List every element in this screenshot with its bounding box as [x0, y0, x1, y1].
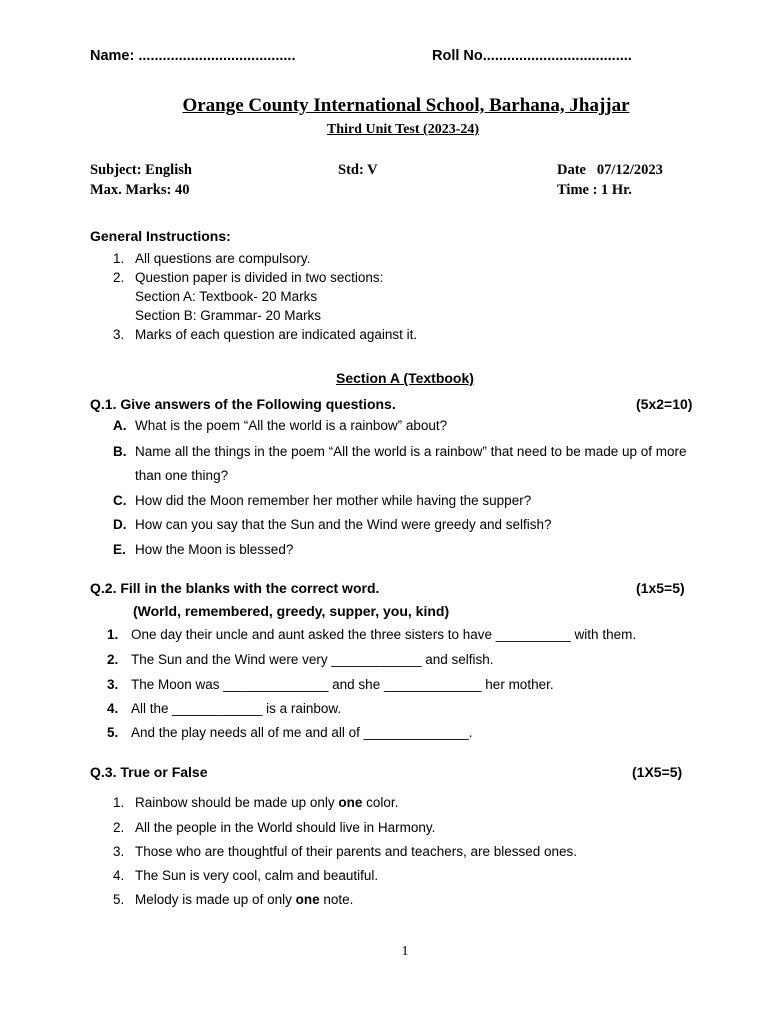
exam-date: Date 07/12/2023 — [557, 162, 663, 178]
q1-item-text: What is the poem “All the world is a rainbow” about? — [135, 418, 448, 433]
q3-item — [113, 795, 398, 810]
q1-item-letter: D. — [113, 517, 127, 532]
school-title: Orange County International School, Barhana, Jhajjar — [182, 95, 630, 116]
name-line — [90, 48, 295, 64]
instructions-heading: General Instructions: — [90, 228, 231, 244]
q3-item-emphasis: one — [295, 892, 320, 907]
q3-item-number: 5. — [113, 892, 125, 907]
q3-item-number: 4. — [113, 868, 125, 883]
q2-item-number: 3. — [107, 677, 119, 692]
roll-label: Roll No. — [432, 48, 487, 64]
q2-item-text: The Moon was ______________ and she _____________ her mother. — [131, 677, 554, 692]
instruction-item — [113, 327, 417, 342]
roll-blank: .................................... — [486, 48, 632, 64]
instruction-item — [113, 289, 317, 304]
q2-label: Q.2. Fill in the blanks with the correct word. — [90, 580, 380, 596]
q1-item-letter: E. — [113, 542, 126, 557]
q1-label: Q.1. Give answers of the Following questions. — [90, 396, 396, 412]
q1-item — [113, 517, 552, 532]
q1-item-text: Name all the things in the poem “All the world is a rainbow” that need to be made up of more — [135, 444, 687, 459]
q3-label: Q.3. True or False — [90, 764, 208, 780]
q2-word-bank: (World, remembered, greedy, supper, you, kind) — [133, 603, 450, 619]
instruction-item — [113, 251, 310, 266]
q3-item-number: 3. — [113, 844, 125, 859]
q1-item — [113, 418, 447, 433]
q1-item-text: than one thing? — [135, 468, 229, 483]
name-label: Name: — [90, 48, 135, 64]
instruction-text: Section A: Textbook- 20 Marks — [135, 289, 318, 304]
q1-item — [113, 444, 687, 459]
q3-item — [113, 868, 378, 883]
q2-item — [107, 725, 473, 740]
q1-item-text: How did the Moon remember her mother while having the supper? — [135, 493, 532, 508]
q2-item-text: And the play needs all of me and all of ______________. — [131, 725, 473, 740]
q1-item — [113, 542, 293, 557]
q3-item-number: 2. — [113, 820, 125, 835]
section-a-heading: Section A (Textbook) — [336, 370, 474, 386]
q3-item — [113, 820, 435, 835]
q2-item-text: All the ____________ is a rainbow. — [131, 701, 342, 716]
q2-item — [107, 677, 554, 692]
subject: Subject: English — [90, 162, 192, 178]
q2-item — [107, 701, 341, 716]
q3-item-text-end: note. — [319, 892, 354, 907]
q1-item — [113, 468, 228, 483]
instruction-number: 3. — [113, 327, 125, 342]
instruction-number: 2. — [113, 270, 125, 285]
test-title: Third Unit Test (2023-24) — [326, 122, 480, 137]
q3-item — [113, 844, 577, 859]
q2-item-number: 1. — [107, 627, 119, 642]
q2-item-number: 5. — [107, 725, 119, 740]
q1-item-letter: C. — [113, 493, 127, 508]
instruction-text: All questions are compulsory. — [135, 251, 311, 266]
q3-item-text: Rainbow should be made up only — [135, 795, 339, 810]
instruction-text: Section B: Grammar- 20 Marks — [135, 308, 322, 323]
q2-item-text: One day their uncle and aunt asked the three sisters to have __________ with them. — [131, 627, 637, 642]
instruction-number: 1. — [113, 251, 125, 266]
instruction-text: Marks of each question are indicated against it. — [135, 327, 418, 342]
q3-item-text: All the people in the World should live in Harmony. — [135, 820, 436, 835]
q2-item — [107, 627, 636, 642]
q3-item-text-end: color. — [362, 795, 399, 810]
q1-item — [113, 493, 531, 508]
roll-line — [432, 48, 632, 64]
q2-item — [107, 652, 494, 667]
q2-item-number: 2. — [107, 652, 119, 667]
q3-item-emphasis: one — [338, 795, 363, 810]
page-number: 1 — [401, 944, 409, 959]
q1-item-text: How the Moon is blessed? — [135, 542, 294, 557]
q1-marks: (5x2=10) — [636, 396, 693, 412]
q3-item-number: 1. — [113, 795, 125, 810]
standard: Std: V — [338, 162, 378, 178]
q3-marks: (1X5=5) — [632, 764, 683, 780]
q1-item-letter: B. — [113, 444, 127, 459]
q3-item — [113, 892, 353, 907]
name-blank: ....................................... — [138, 48, 296, 64]
exam-time: Time : 1 Hr. — [557, 182, 632, 198]
q2-marks: (1x5=5) — [636, 580, 685, 596]
q1-item-text: How can you say that the Sun and the Wind were greedy and selfish? — [135, 517, 552, 532]
q3-item-text: The Sun is very cool, calm and beautiful. — [135, 868, 379, 883]
instruction-text: Question paper is divided in two sections: — [135, 270, 384, 285]
q3-item-text: Those who are thoughtful of their parents and teachers, are blessed ones. — [135, 844, 578, 859]
q2-item-text: The Sun and the Wind were very ____________ and selfish. — [131, 652, 494, 667]
q2-item-number: 4. — [107, 701, 119, 716]
q3-item-text: Melody is made up of only — [135, 892, 296, 907]
instruction-item — [113, 270, 383, 285]
q1-item-letter: A. — [113, 418, 127, 433]
instruction-item — [113, 308, 321, 323]
max-marks: Max. Marks: 40 — [90, 182, 190, 198]
